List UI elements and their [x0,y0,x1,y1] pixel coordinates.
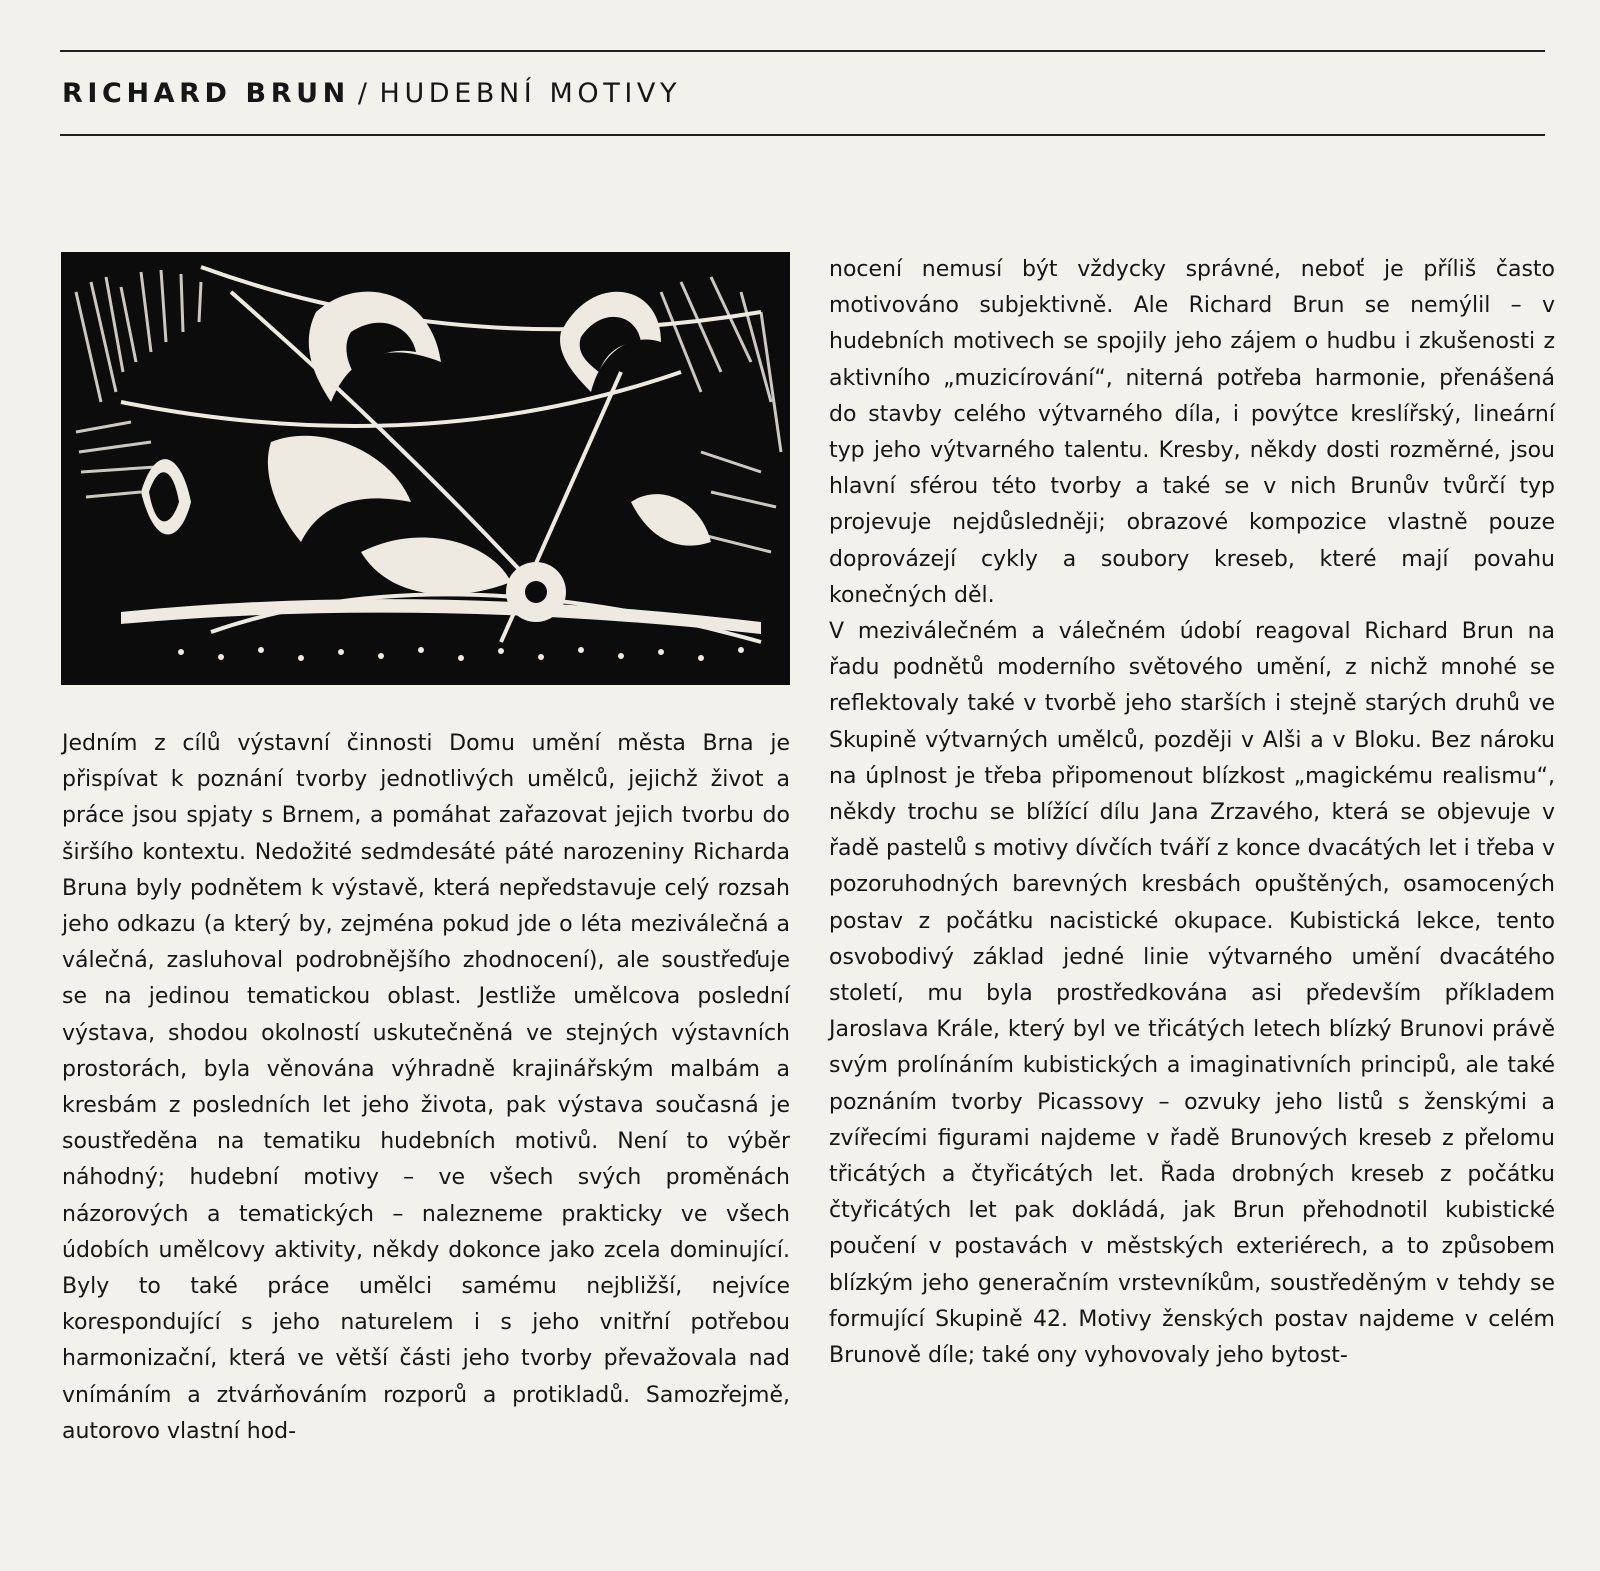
paragraph: nocení nemusí být vždycky správné, neboť je příliš často motivováno subjektivně. Ale Richard Brun se nemýlil – v hudebních motivech se spojily jeho zájem o hudbu i zkušenosti z aktivního „muzicírování“, niterná potřeba harmonie, přenášená do stavby celého výtvarného díla, i povýtce kreslířský, lineární typ jeho výtvarného talentu. Kresby, někdy dosti rozměrné, jsou hlavní sférou této tvorby a také se v nich Brunův tvůrčí typ projevuje nejdůsledněji; obrazové kompozice vlastně pouze doprovázejí cykly a soubory kreseb, které mají povahu konečných děl. [829,257,1555,608]
header-rule [60,134,1545,136]
author-name: RICHARD BRUN [62,78,350,109]
top-rule [60,50,1545,52]
woodcut-icon [61,252,790,685]
header-separator: / [357,78,372,109]
right-column [829,252,1555,1374]
paragraph: V meziválečném a válečném údobí reagoval Richard Brun na řadu podnětů moderního světového umění, z nichž mnohé se reflektovaly také v tvorbě jeho starších i stejně starých druhů ve Skupině výtvarných umělců, později v Alši a v Bloku. Bez nároku na úplnost je třeba připomenout blízkost „magickému realismu“, někdy trochu se blížící dílu Jana Zrzavého, která se objevuje v řadě pastelů s motivy dívčích tváří z konce dvacátých let i třeba v pozoruhodných barevných kresbách opuštěných, osamocených postav z počátku nacistické okupace. Kubistická lekce, tento osvobodivý základ jedné linie výtvarného umění dvacátého století, mu byla prostředkována asi především příkladem Jaroslava Krále, který byl ve třicátých letech blízký Brunovi právě svým prolínáním kubistických a imaginativních principů, ale také poznáním tvorby Picassovy – ozvuky jeho listů s ženskými a zvířecími figurami najdeme v řadě Brunových kreseb z přelomu třicátých a čtyřicátých let. Řada drobných kreseb z počátku čtyřicátých let pak dokládá, jak Brun přehodnotil kubistické poučení v postavách v městských exteriérech, a to způsobem blízkým jeho generačním vrstevníkům, soustředěným v tehdy se formující Skupině 42. Motivy ženských postav najdeme v celém Brunově díle; také ony vyhovovaly jeho bytost- [829,619,1555,1369]
paragraph: Jedním z cílů výstavní činnosti Domu umění města Brna je přispívat k poznání tvorby jednotlivých umělců, jejichž život a práce jsou spjaty s Brnem, a pomáhat zařazovat jejich tvorbu do širšího kontextu. Nedožité sedmdesáté páté narozeniny Richarda Bruna byly podnětem k výstavě, která nepředstavuje celý rozsah jeho odkazu (a který by, zejména pokud jde o léta meziválečná a válečná, zasluhoval podrobnějšího zhodnocení), ale soustřeďuje se na jedinou tematickou oblast. Jestliže umělcova poslední výstava, shodou okolností uskutečněná ve stejných výstavních prostorách, byla věnována výhradně krajinářským malbám a kresbám z posledních let jeho života, pak výstava současná je soustředěna na tematiku hudebních motivů. Není to výběr náhodný; hudební motivy – ve všech svých proměnách názorových a tematických – nalezneme prakticky ve všech údobích umělcovy aktivity, někdy dokonce jako zcela dominující. Byly to také práce umělci samému nejbližší, nejvíce korespondující s jeho naturelem i s jeho vnitřní potřebou harmonizační, která ve větší části jeho tvorby převažovala nad vnímáním a ztvárňováním rozporů a protikladů. Samozřejmě, autorovo vlastní hod- [62,731,790,1444]
page-header [62,78,681,109]
woodcut-illustration [61,252,790,685]
section-title: HUDEBNÍ MOTIVY [379,78,682,109]
left-column [62,726,790,1450]
